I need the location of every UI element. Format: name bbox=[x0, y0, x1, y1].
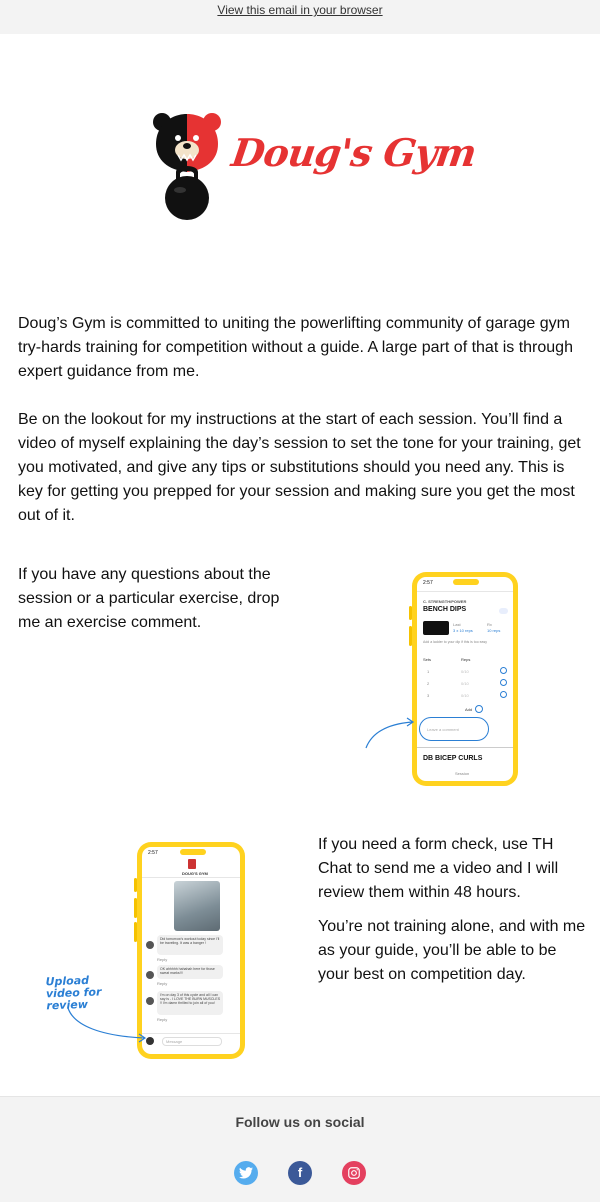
chat-section-text-1: If you need a form check, use TH Chat to send me a video and I will review them within 48 hours. bbox=[318, 836, 559, 901]
video-thumbnail bbox=[174, 881, 220, 931]
facebook-icon[interactable]: f bbox=[288, 1161, 312, 1185]
view-in-browser-link[interactable]: View this email in your browser bbox=[217, 3, 383, 17]
brand-wordmark: Doug's Gym bbox=[228, 130, 479, 175]
intro-paragraph-2: Be on the lookout for my instructions at the start of each session. You’ll find a video of myself explaining the day’s session to set the tone for your training, get you motivated, and give any tips or substitutions should you need any. This is key for getting you prepped for your session and making sure you get the most out of it. bbox=[18, 411, 581, 524]
status-time: 2:57 bbox=[148, 850, 158, 856]
workout-exercise-title: BENCH DIPS bbox=[423, 606, 467, 613]
chat-title: DOUG'S GYM bbox=[182, 871, 208, 876]
footer-title: Follow us on social bbox=[235, 1114, 365, 1130]
next-exercise-title: DB BICEP CURLS bbox=[423, 755, 483, 762]
phone-mockup-chat bbox=[137, 842, 245, 1059]
comment-section-text: If you have any questions about the session or a particular exercise, drop me an exercise comment. bbox=[18, 566, 280, 631]
bear-kettlebell-icon bbox=[150, 110, 230, 225]
twitter-icon[interactable] bbox=[234, 1161, 258, 1185]
comment-placeholder: Leave a comment bbox=[427, 727, 459, 732]
phone-mockup-workout bbox=[412, 572, 518, 786]
arrow-annotation-icon bbox=[62, 1004, 152, 1044]
chat-input-placeholder: Message bbox=[166, 1039, 183, 1044]
intro-paragraph-1: Doug’s Gym is committed to uniting the powerlifting community of garage gym try-hards training for competition without a guide. A large part of that is through expert guidance from me. bbox=[18, 315, 573, 380]
instagram-icon[interactable] bbox=[342, 1161, 366, 1185]
workout-category: C. STRENGTH/POWER bbox=[423, 599, 467, 604]
footer bbox=[0, 1096, 600, 1202]
top-bar bbox=[0, 0, 600, 34]
chat-section-text-2: You’re not training alone, and with me as your guide, you’ll be able to be your best on competition day. bbox=[318, 918, 586, 983]
upload-video-annotation: Upload video for review bbox=[45, 973, 102, 1013]
status-time: 2:57 bbox=[423, 580, 433, 586]
workout-screen: 2:57 C. STRENGTH/POWER BENCH DIPS Last 3 x 10 reps Rx 10 reps Add a ladder to your dip if this is too easy Sets Reps 1 0/10 2 0/10 3 0/10 Add Leave a comment DB BICEP CURLS Session bbox=[417, 577, 513, 781]
brand-logo bbox=[150, 110, 479, 225]
arrow-annotation-icon bbox=[362, 712, 422, 752]
chat-screen: 2:57 DOUG'S GYM Did tomorrow's workout today since I'll be traveling. It was a banger ! Reply OK ahhhhh hahahah here for those sweat marks!!! Reply I'm on day 3 of this cycle and all I can say is - I LOVE THE BURN MUSCLES !! I'm damn thrilled to join all of you! Reply Message bbox=[142, 847, 240, 1054]
